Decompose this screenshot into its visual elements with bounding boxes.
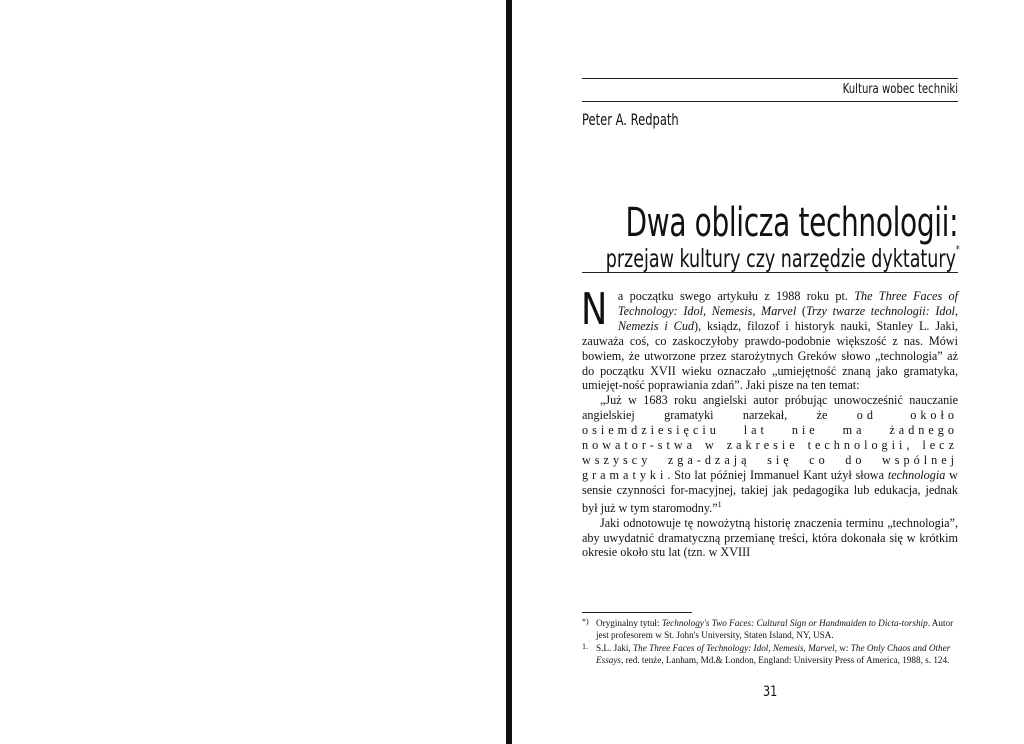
article-title: Dwa oblicza technologii:: [625, 200, 958, 246]
subtitle-text: przejaw kultury czy narzędzie dyktatury: [605, 244, 957, 273]
book-gutter: [506, 0, 512, 744]
p2-italic-word: technologia: [887, 467, 946, 482]
p1-text-a: a początku swego artykułu z 1988 roku pt.: [617, 289, 855, 303]
p1-italic-translation: Trzy twarze technologii: Idol, Nemezis i Cud: [617, 303, 958, 333]
fn1-italic: Technology's Two Faces: Cultural Sign or Handmaiden to Dicta-torship: [661, 618, 928, 628]
p2-text-b: . Sto lat później Immanuel Kant użył słowa: [667, 467, 888, 482]
p1-text-b: (: [796, 303, 806, 318]
page-number: 31: [763, 684, 778, 700]
p2-text-c: w sensie czynności for-macyjnej, takiej jak pedagogika lub edukacja, jednak był już w tym staromodny.”: [582, 467, 958, 515]
paragraph-3: Jaki odnotowuje tę nowożytną historię znaczenia terminu „technologia”, aby uwydatnić dramatyczną przemianę treści, która dokonała się w krótkim okresie około stu lat (tzn. w XVIII: [582, 515, 958, 560]
paragraph-2-quote: [582, 393, 958, 515]
footnote-1: [582, 643, 958, 666]
fn2-text-a: S.L. Jaki,: [596, 643, 634, 654]
p2-text-a: „Już w 1683 roku angielski autor próbując unowocześnić nauczanie angielskiej gramatyki narzekał, że: [582, 393, 958, 423]
article-subtitle: [605, 243, 960, 273]
fn2-italic2: The Only Chaos and Other Essays: [596, 643, 951, 665]
header-rule-top: [582, 78, 958, 79]
fn2-text-b: , w:: [834, 643, 851, 654]
fn2-text-c: , red. tenże, Lanham, Md.& London, England: University Press of America, 1988, s. 124.: [621, 654, 950, 665]
article-body: [581, 284, 959, 560]
footnotes: [582, 618, 958, 668]
header-rule-bottom: [582, 101, 958, 102]
fn1-text-a: Oryginalny tytuł:: [596, 618, 662, 628]
author-name: Peter A. Redpath: [582, 110, 679, 129]
fn1-text-b: . Autor jest profesorem w St. John's University, Staten Island, NY, USA.: [596, 618, 954, 640]
title-rule: [582, 272, 958, 273]
p1-italic-title: The Three Faces of Technology: Idol, Nemesis, Marvel: [617, 289, 958, 318]
footnote-mark: 1.: [582, 642, 588, 652]
fn2-italic: The Three Faces of Technology: Idol, Nemesis, Marvel: [633, 643, 835, 654]
p1-text-c: ), ksiądz, filozof i historyk nauki, Stanley L. Jaki, zauważa coś, co zaskoczyłoby prawdo-podobnie większość z nas. Mówi bowiem, że utworzone przez starożytnych Greków słowo „technologia” aż do początku XVII wieku oznaczało „umiejętność znaną jako gramatyka, umiejęt-ność poprawiania zdań”. Jaki pisze na ten temat:: [582, 318, 958, 393]
subtitle-footnote-mark: *: [956, 243, 960, 256]
footnote-ref-1: 1: [717, 499, 722, 509]
drop-cap: N: [581, 284, 608, 335]
running-head: Kultura wobec techniki: [842, 82, 958, 97]
footnote-original-title: [582, 618, 958, 641]
p2-spaced-text: od około osiemdziesięciu lat nie ma żadnego nowator-stwa w zakresie technologii, lecz wszyscy zga-dzają się co do wspólnej gramatyki: [582, 408, 959, 482]
footnote-rule: [582, 612, 692, 613]
footnote-mark: *): [582, 617, 589, 626]
right-page: [582, 0, 962, 744]
paragraph-1: [581, 284, 958, 393]
